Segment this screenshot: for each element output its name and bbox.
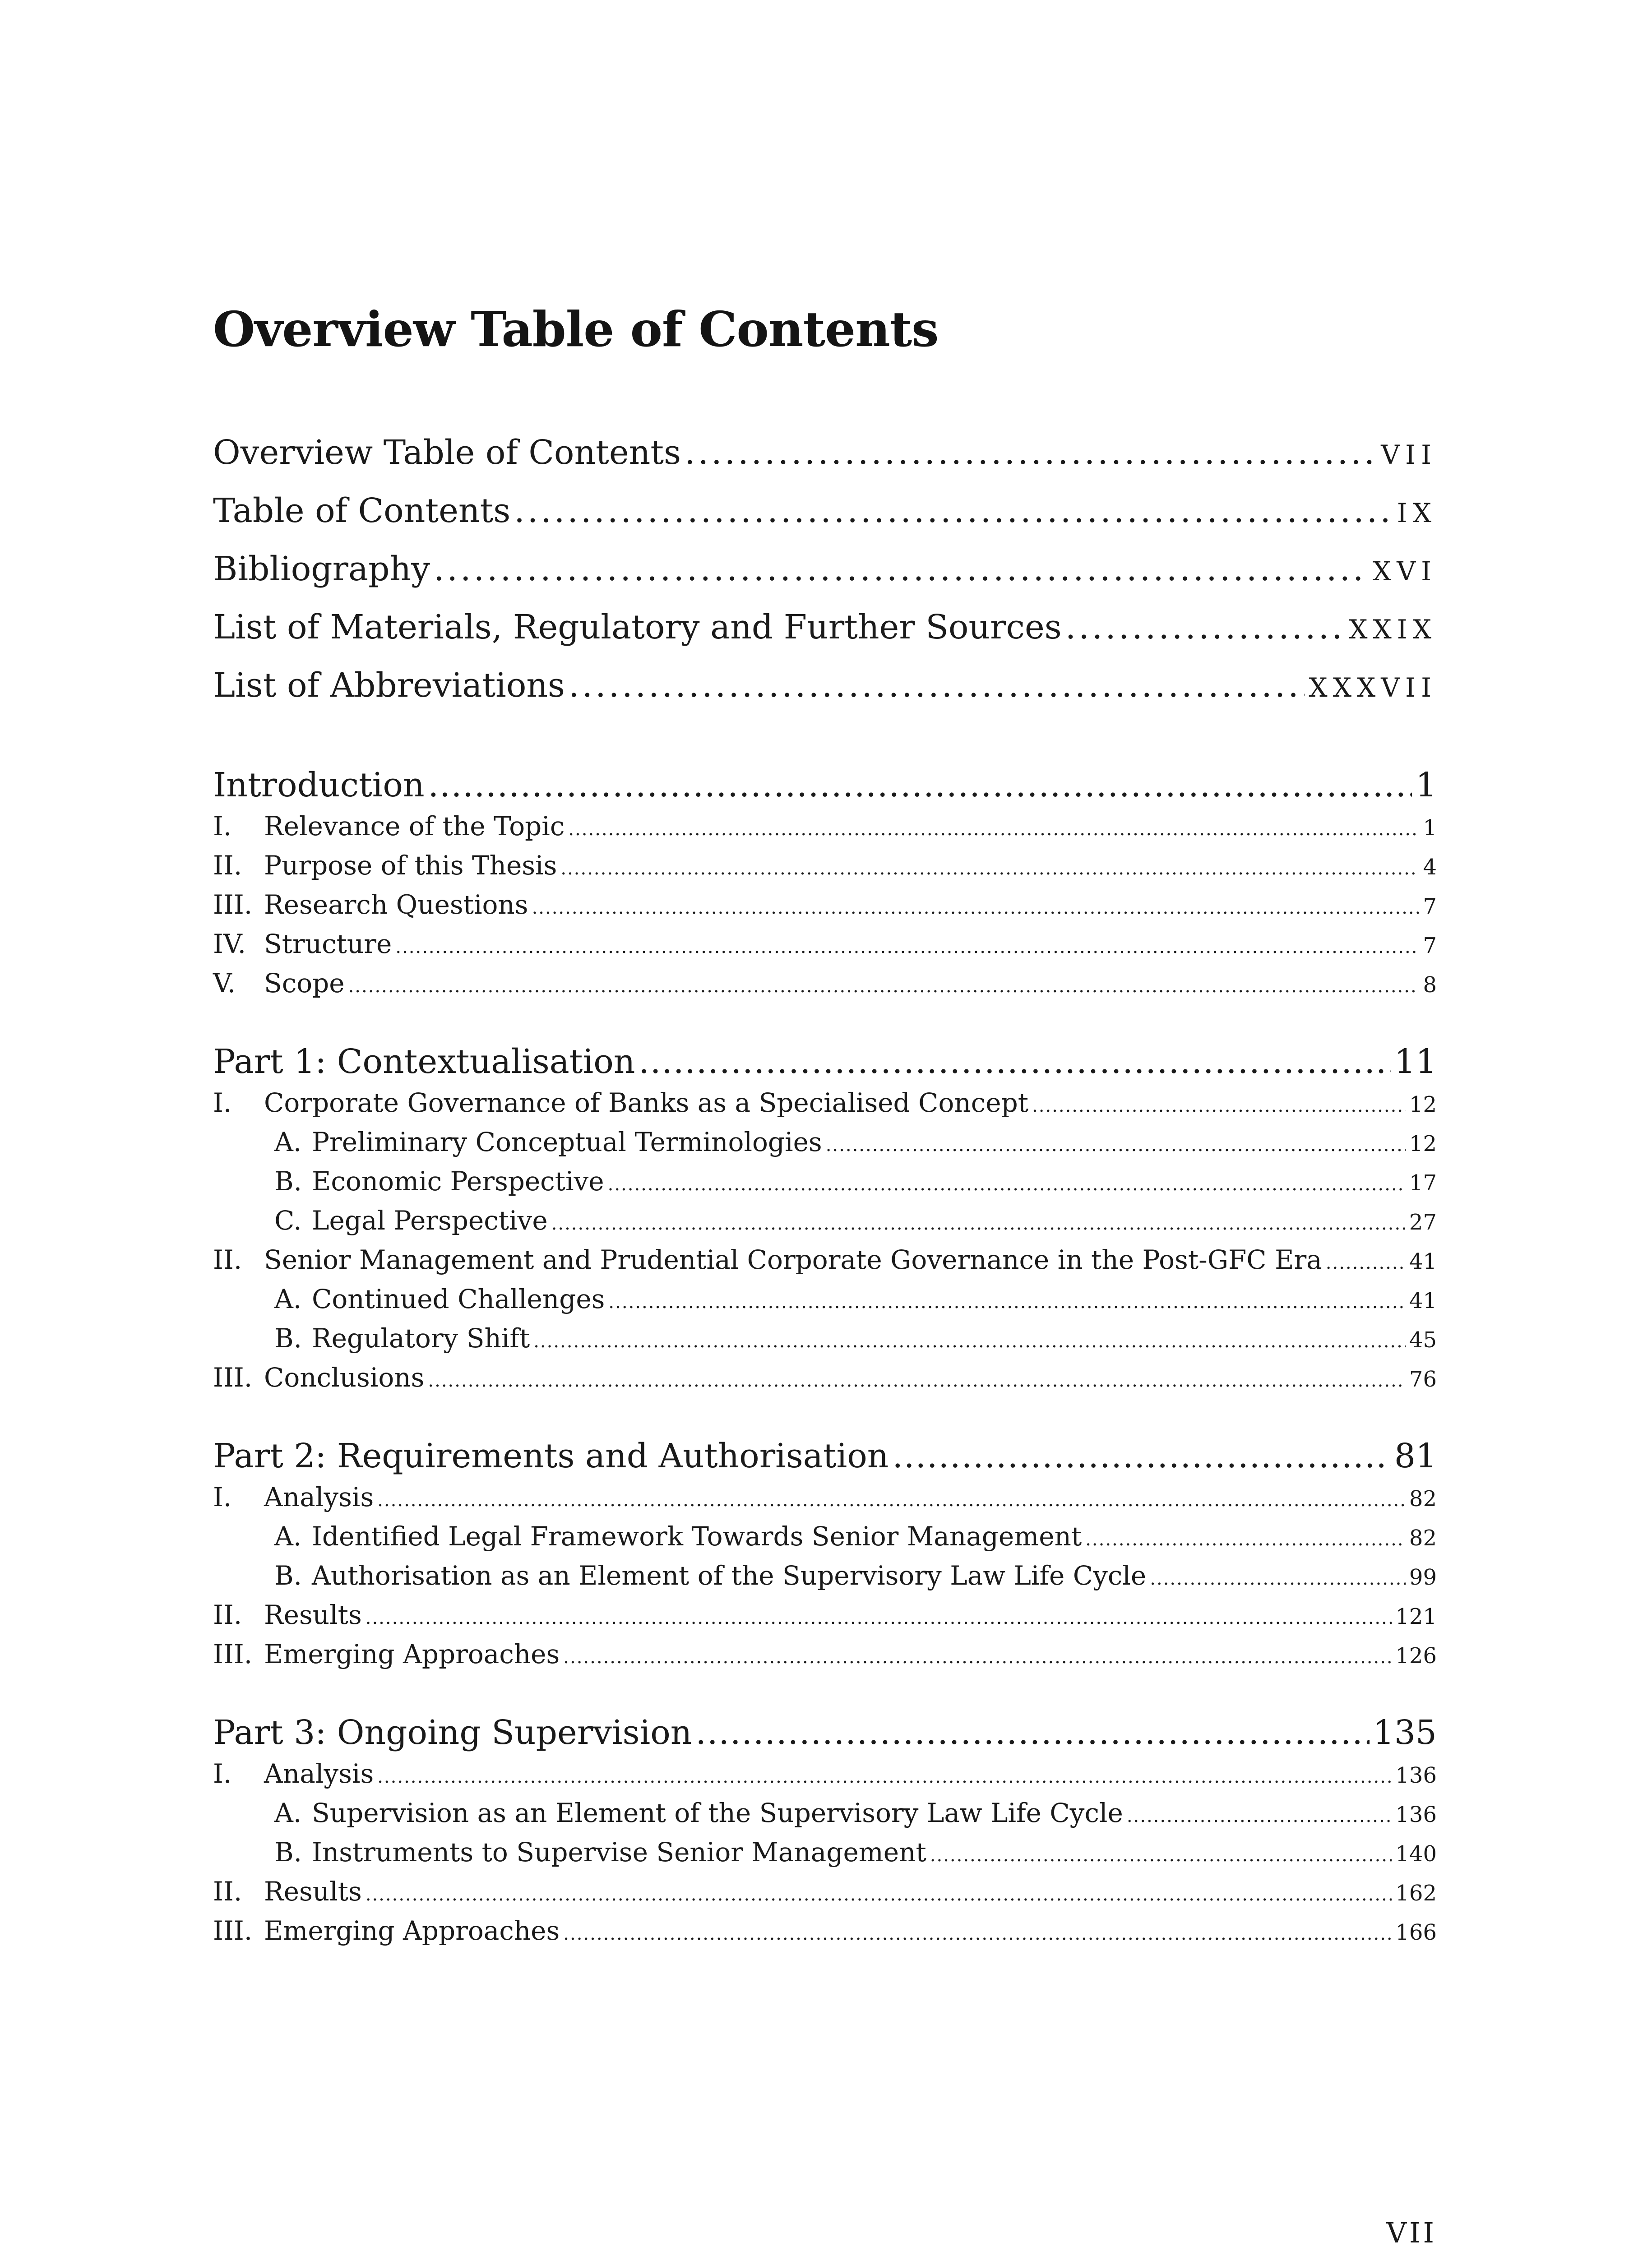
entry-title: Emerging Approaches — [264, 1639, 560, 1669]
entry-page-number: IX — [1397, 498, 1437, 528]
dot-leader — [532, 897, 1420, 918]
toc-entry-section[interactable] — [213, 1362, 1437, 1401]
toc-entry-section[interactable] — [213, 1876, 1437, 1915]
entry-page-number: XXIX — [1349, 614, 1437, 645]
dot-leader — [563, 1647, 1392, 1668]
dot-leader — [568, 819, 1419, 840]
toc-entry-section[interactable] — [213, 811, 1437, 850]
dot-leader — [639, 1042, 1390, 1081]
entry-page-number: 82 — [1409, 1526, 1437, 1551]
entry-title: Bibliography — [213, 550, 430, 588]
entry-number: II. — [213, 850, 242, 881]
entry-title: Purpose of this Thesis — [264, 850, 557, 881]
dot-leader — [366, 1884, 1392, 1905]
table-of-contents — [213, 433, 1437, 1955]
entry-number: I. — [213, 811, 232, 841]
entry-title: Economic Perspective — [312, 1166, 604, 1197]
dot-leader — [366, 1608, 1392, 1628]
toc-entry-subsection[interactable] — [213, 1837, 1437, 1876]
dot-leader — [563, 1923, 1392, 1944]
entry-page-number: 27 — [1409, 1210, 1437, 1235]
toc-entry-part[interactable] — [213, 1042, 1437, 1087]
entry-page-number: 166 — [1395, 1920, 1437, 1945]
entry-page-number: 17 — [1409, 1170, 1437, 1196]
dot-leader — [428, 766, 1412, 804]
entry-number: A. — [274, 1798, 302, 1828]
entry-title: Supervision as an Element of the Supervisory Law Life Cycle — [312, 1798, 1123, 1828]
entry-number: III. — [213, 1362, 253, 1393]
dot-leader — [1150, 1568, 1406, 1589]
toc-entry-section[interactable] — [213, 1758, 1437, 1798]
entry-number: V. — [213, 968, 236, 999]
entry-title: Authorisation as an Element of the Supervisory Law Life Cycle — [312, 1560, 1147, 1591]
toc-entry-subsection[interactable] — [213, 1284, 1437, 1323]
entry-page-number: 99 — [1409, 1565, 1437, 1590]
toc-entry-subsection[interactable] — [213, 1323, 1437, 1362]
entry-title: Continued Challenges — [312, 1284, 605, 1314]
toc-entry-front-matter[interactable] — [213, 491, 1437, 550]
entry-title: Part 2: Requirements and Authorisation — [213, 1437, 889, 1475]
entry-number: II. — [213, 1600, 242, 1630]
toc-entry-section[interactable] — [213, 1087, 1437, 1127]
entry-title: Preliminary Conceptual Terminologies — [312, 1127, 822, 1157]
entry-number: A. — [274, 1284, 302, 1314]
toc-entry-subsection[interactable] — [213, 1521, 1437, 1560]
dot-leader — [1065, 608, 1345, 647]
toc-entry-subsection[interactable] — [213, 1205, 1437, 1244]
entry-page-number: XXXVII — [1309, 672, 1437, 703]
entry-title: List of Materials, Regulatory and Further Sources — [213, 608, 1062, 647]
entry-number: B. — [274, 1560, 302, 1591]
entry-title: Part 1: Contextualisation — [213, 1042, 635, 1081]
dot-leader — [892, 1437, 1390, 1475]
dot-leader — [377, 1490, 1406, 1511]
entry-title: Part 3: Ongoing Supervision — [213, 1713, 692, 1752]
entry-page-number: 162 — [1395, 1881, 1437, 1906]
dot-leader — [569, 666, 1305, 705]
entry-number: B. — [274, 1323, 302, 1354]
entry-title: Overview Table of Contents — [213, 433, 681, 472]
dot-leader — [826, 1135, 1406, 1156]
dot-leader — [428, 1370, 1406, 1391]
dot-leader — [608, 1174, 1406, 1195]
section-spacer — [213, 1007, 1437, 1042]
toc-entry-section[interactable] — [213, 1244, 1437, 1284]
entry-page-number: 11 — [1394, 1042, 1437, 1081]
entry-title: Table of Contents — [213, 491, 511, 530]
entry-number: B. — [274, 1837, 302, 1868]
page-title: Overview Table of Contents — [213, 301, 939, 358]
entry-page-number: 12 — [1409, 1131, 1437, 1156]
entry-number: A. — [274, 1521, 302, 1552]
entry-page-number: 7 — [1423, 894, 1437, 919]
dot-leader — [1127, 1806, 1392, 1826]
entry-page-number: 121 — [1395, 1604, 1437, 1629]
toc-entry-section[interactable] — [213, 1639, 1437, 1678]
entry-title: Legal Perspective — [312, 1205, 548, 1236]
entry-number: B. — [274, 1166, 302, 1197]
dot-leader — [434, 550, 1369, 588]
entry-page-number: 82 — [1409, 1486, 1437, 1512]
entry-title: Emerging Approaches — [264, 1915, 560, 1946]
entry-number: I. — [213, 1758, 232, 1789]
dot-leader — [695, 1713, 1369, 1752]
toc-entry-part[interactable] — [213, 766, 1437, 811]
toc-entry-part[interactable] — [213, 1437, 1437, 1482]
dot-leader — [1326, 1253, 1406, 1273]
dot-leader — [930, 1845, 1392, 1866]
toc-entry-front-matter[interactable] — [213, 550, 1437, 608]
entry-number: C. — [274, 1205, 302, 1236]
entry-page-number: VII — [1381, 439, 1437, 470]
entry-page-number: 1 — [1423, 815, 1437, 841]
dot-leader — [1032, 1096, 1406, 1116]
entry-number: III. — [213, 1915, 253, 1946]
entry-page-number: 41 — [1409, 1249, 1437, 1274]
entry-title: Identified Legal Framework Towards Senior Management — [312, 1521, 1082, 1552]
entry-page-number: 4 — [1423, 855, 1437, 880]
entry-title: List of Abbreviations — [213, 666, 565, 705]
toc-entry-section[interactable] — [213, 1600, 1437, 1639]
toc-entry-section[interactable] — [213, 929, 1437, 968]
toc-entry-part[interactable] — [213, 1713, 1437, 1758]
entry-title: Results — [264, 1876, 362, 1907]
entry-page-number: XVI — [1372, 556, 1437, 587]
dot-leader — [685, 433, 1377, 472]
entry-title: Instruments to Supervise Senior Management — [312, 1837, 926, 1868]
toc-entry-subsection[interactable] — [213, 1560, 1437, 1600]
entry-title: Conclusions — [264, 1362, 425, 1393]
entry-title: Senior Management and Prudential Corporate Governance in the Post-GFC Era — [264, 1244, 1322, 1275]
entry-number: II. — [213, 1876, 242, 1907]
entry-page-number: 140 — [1395, 1841, 1437, 1867]
entry-number: I. — [213, 1482, 232, 1512]
entry-title: Analysis — [264, 1482, 374, 1512]
entry-number: III. — [213, 889, 253, 920]
entry-page-number: 7 — [1423, 933, 1437, 958]
entry-page-number: 76 — [1409, 1367, 1437, 1392]
toc-entry-subsection[interactable] — [213, 1166, 1437, 1205]
entry-number: II. — [213, 1244, 242, 1275]
section-spacer — [213, 1401, 1437, 1437]
entry-page-number: 136 — [1395, 1802, 1437, 1827]
entry-number: I. — [213, 1087, 232, 1118]
entry-title: Introduction — [213, 766, 425, 804]
toc-entry-front-matter[interactable] — [213, 666, 1437, 724]
entry-title: Corporate Governance of Banks as a Specialised Concept — [264, 1087, 1029, 1118]
dot-leader — [395, 937, 1419, 957]
dot-leader — [377, 1766, 1392, 1787]
section-spacer — [213, 724, 1437, 766]
entry-page-number: 8 — [1423, 972, 1437, 998]
toc-entry-section[interactable] — [213, 850, 1437, 889]
dot-leader — [514, 491, 1393, 530]
dot-leader — [1085, 1529, 1406, 1550]
entry-title: Scope — [264, 968, 345, 999]
entry-title: Results — [264, 1600, 362, 1630]
toc-entry-subsection[interactable] — [213, 1798, 1437, 1837]
entry-title: Analysis — [264, 1758, 374, 1789]
entry-page-number: 126 — [1395, 1643, 1437, 1669]
entry-title: Structure — [264, 929, 392, 959]
toc-entry-section[interactable] — [213, 1915, 1437, 1955]
entry-page-number: 136 — [1395, 1763, 1437, 1788]
entry-number: IV. — [213, 929, 246, 959]
toc-entry-section[interactable] — [213, 889, 1437, 929]
entry-number: A. — [274, 1127, 302, 1157]
entry-page-number: 12 — [1409, 1092, 1437, 1117]
toc-entry-section[interactable] — [213, 1482, 1437, 1521]
entry-title: Relevance of the Topic — [264, 811, 565, 841]
entry-title: Research Questions — [264, 889, 528, 920]
entry-page-number: 1 — [1415, 766, 1437, 804]
page-number: VII — [1386, 2216, 1437, 2249]
entry-page-number: 81 — [1394, 1437, 1437, 1475]
entry-page-number: 41 — [1409, 1288, 1437, 1313]
section-spacer — [213, 1678, 1437, 1713]
toc-entry-subsection[interactable] — [213, 1127, 1437, 1166]
toc-entry-front-matter[interactable] — [213, 608, 1437, 666]
dot-leader — [560, 858, 1419, 879]
dot-leader — [551, 1213, 1406, 1234]
dot-leader — [533, 1331, 1406, 1352]
entry-page-number: 45 — [1409, 1327, 1437, 1353]
dot-leader — [348, 976, 1420, 997]
entry-page-number: 135 — [1373, 1713, 1437, 1752]
toc-entry-section[interactable] — [213, 968, 1437, 1007]
entry-title: Regulatory Shift — [312, 1323, 530, 1354]
toc-entry-front-matter[interactable] — [213, 433, 1437, 491]
dot-leader — [608, 1292, 1406, 1313]
entry-number: III. — [213, 1639, 253, 1669]
